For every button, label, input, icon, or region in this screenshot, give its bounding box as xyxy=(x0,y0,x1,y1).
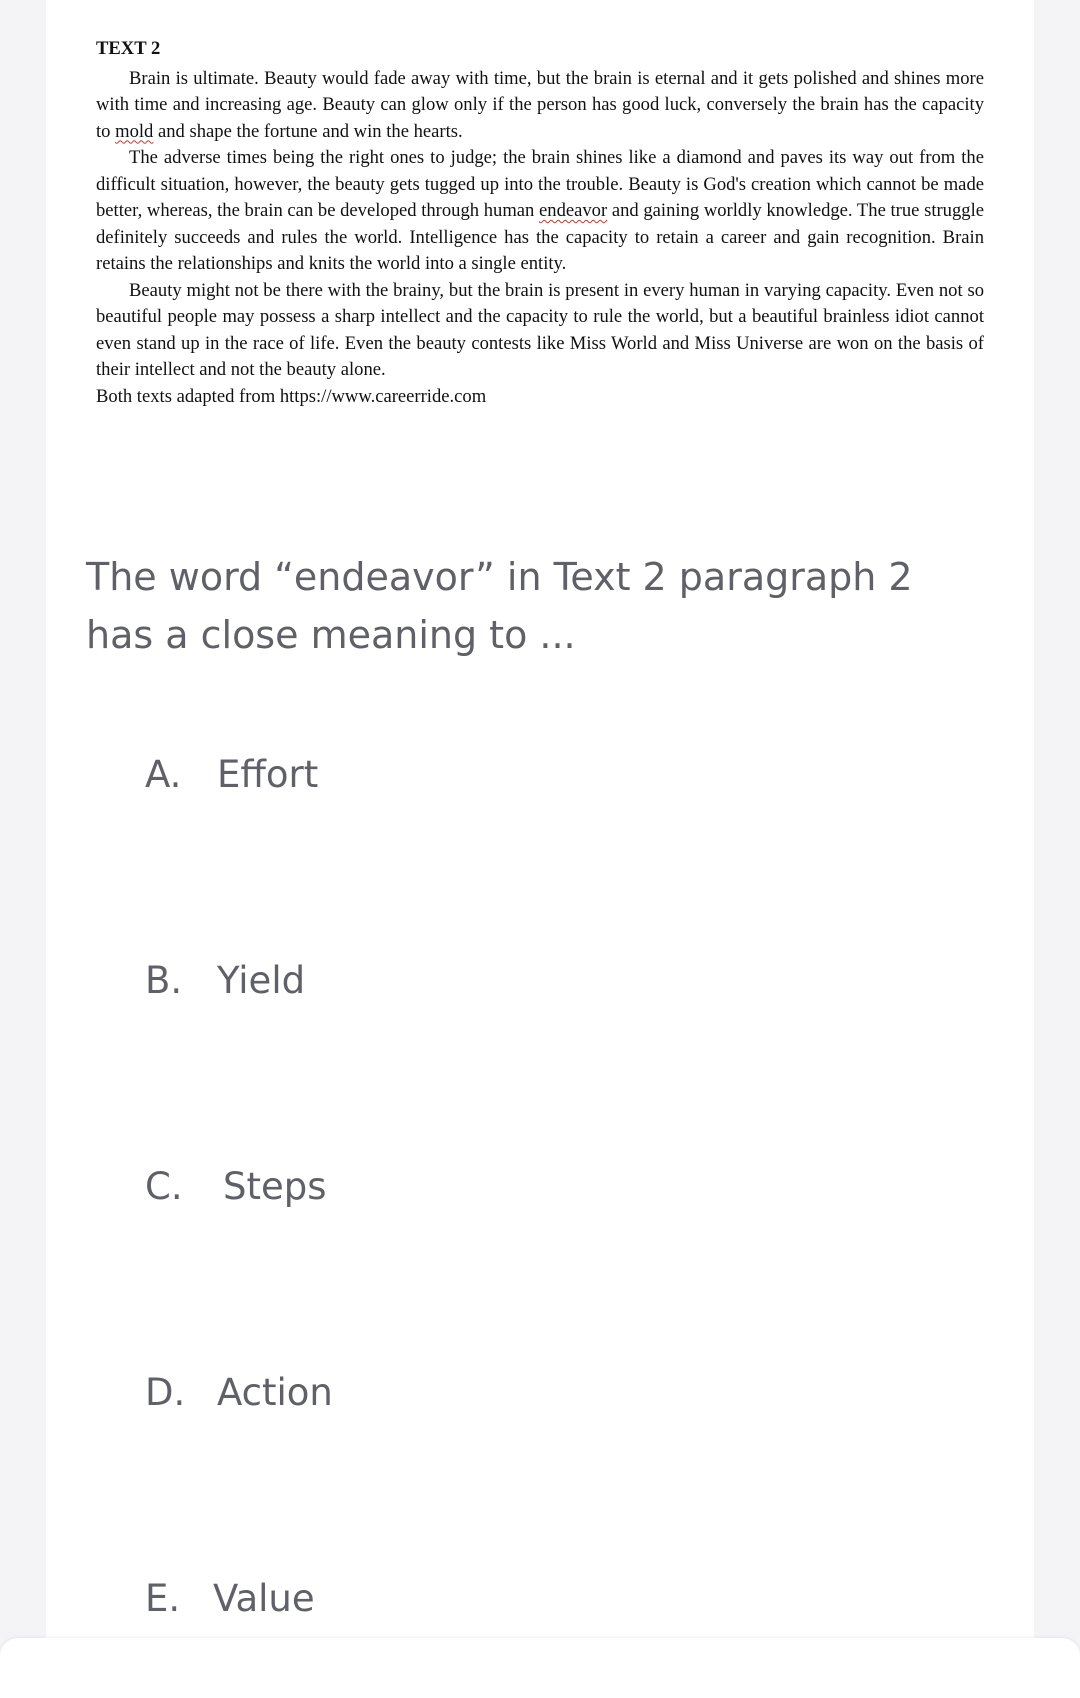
spellcheck-word: mold xyxy=(115,120,154,142)
passage-paragraph-2: The adverse times being the right ones to judge; the brain shines like a diamond and paves its way out from the difficult situation, however, the beauty gets tugged up into the trouble. Beauty is God's creation which cannot be made better, whereas, the brain can be developed through human endeavor and gaining worldly knowledge. The true struggle definitely succeeds and rules the world. Intelligence has the capacity to retain a career and gain recognition. Brain retains the relationships and knits the world into a single entity. xyxy=(96,147,984,274)
option-label: Steps xyxy=(223,1164,327,1208)
passage-heading: TEXT 2 xyxy=(96,38,161,59)
spellcheck-word: endeavor xyxy=(539,200,608,221)
option-letter: C. xyxy=(145,1164,183,1208)
bottom-sheet xyxy=(0,1638,1080,1698)
passage-paragraph-1: Brain is ultimate. Beauty would fade away with time, but the brain is eternal and it gets polished and shines more with time and increasing age. Beauty can glow only if the person has good luck, conversely the brain has the capacity to mold and shape the fortune and win the hearts. xyxy=(96,67,984,142)
answer-option-b[interactable] xyxy=(145,950,305,1010)
option-label: Yield xyxy=(217,958,306,1002)
option-letter: B. xyxy=(145,958,183,1002)
question-text: The word “endeavor” in Text 2 paragraph 2 has a close meaning to ... xyxy=(86,555,913,657)
answer-option-d[interactable] xyxy=(145,1362,333,1422)
passage-source: Both texts adapted from https://www.careerride.com xyxy=(96,385,487,407)
answer-option-a[interactable] xyxy=(145,744,318,804)
option-letter: A. xyxy=(145,752,182,796)
option-letter: D. xyxy=(145,1370,186,1414)
option-letter: E. xyxy=(145,1576,181,1620)
reading-passage xyxy=(96,36,984,410)
option-label: Effort xyxy=(217,752,319,796)
passage-paragraph-3: Beauty might not be there with the brainy, but the brain is present in every human in varying capacity. Even not so beautiful people may possess a sharp intellect and the capacity to rule the world, but a beautiful brainless idiot cannot even stand up in the race of life. Even the beauty contests like Miss World and Miss Universe are won on the basis of their intellect and not the beauty alone. xyxy=(96,279,984,380)
option-label: Value xyxy=(213,1576,315,1620)
answer-option-c[interactable] xyxy=(145,1156,327,1216)
option-label: Action xyxy=(217,1370,333,1414)
answer-option-e[interactable] xyxy=(145,1568,315,1628)
